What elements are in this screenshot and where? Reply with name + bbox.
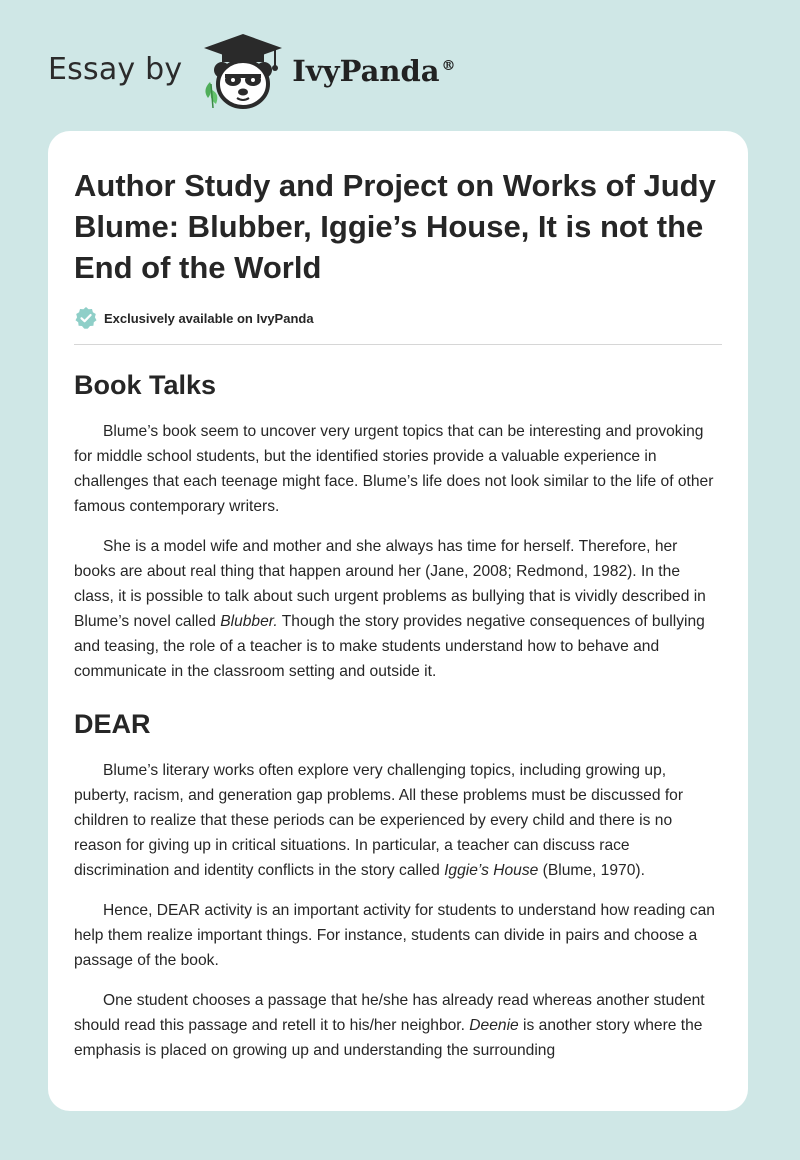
check-badge-icon bbox=[74, 306, 98, 330]
essay-card bbox=[48, 131, 748, 1111]
title-divider bbox=[74, 344, 722, 345]
brand-name[interactable]: IvyPanda ® bbox=[292, 54, 456, 88]
site-header bbox=[48, 32, 456, 112]
essay-by-label: Essay by bbox=[48, 51, 183, 87]
section-heading-dear: DEAR bbox=[74, 709, 151, 739]
paragraph: Hence, DEAR activity is an important activity for students to understand how reading can help them realize important things. For instance, students can divide in pairs and choose a passage of the book. bbox=[74, 902, 715, 969]
panda-graduate-icon[interactable] bbox=[200, 32, 286, 112]
book-title-iggies-house: Iggie’s House bbox=[444, 862, 539, 879]
paragraph: She is a model wife and mother and she always has time for herself. Therefore, her books are about real thing that happen around her (Jane, 2008; Redmond, 1982). In the class, it is possible to talk about such urgent problems as bullying that is vividly described in Blume’s novel called Blubber. Though the story provides negative consequences of bullying and teasing, the role of a teacher is to make students understand how to behave and communicate in the classroom setting and outside it. bbox=[74, 538, 706, 680]
essay-title: Author Study and Project on Works of Judy Blume: Blubber, Iggie’s House, It is not the End of the World bbox=[74, 168, 716, 285]
paragraph: Blume’s literary works often explore very challenging topics, including growing up, puberty, racism, and generation gap problems. All these problems must be discussed for children to realize that these periods can be experienced by every child and there is no reason for giving up in critical situations. In particular, a teacher can discuss race discrimination and identity conflicts in the story called Iggie’s House (Blume, 1970). bbox=[74, 762, 684, 879]
book-title-deenie: Deenie bbox=[469, 1017, 519, 1034]
badge-label: Exclusively available on IvyPanda bbox=[104, 310, 314, 326]
section-heading-book-talks: Book Talks bbox=[74, 370, 217, 400]
paragraph: Blume’s book seem to uncover very urgent topics that can be interesting and provoking for middle school students, but the identified stories provide a valuable experience in challenges that each teenage might face. Blume’s life does not look similar to the life of other famous contemporary writers. bbox=[74, 423, 714, 515]
exclusive-badge bbox=[74, 306, 722, 330]
book-title-blubber: Blubber. bbox=[220, 613, 278, 630]
paragraph: One student chooses a passage that he/she has already read whereas another student should read this passage and retell it to his/her neighbor. Deenie is another story where the emphasis is placed on growing up and understanding the surrounding bbox=[74, 992, 705, 1059]
